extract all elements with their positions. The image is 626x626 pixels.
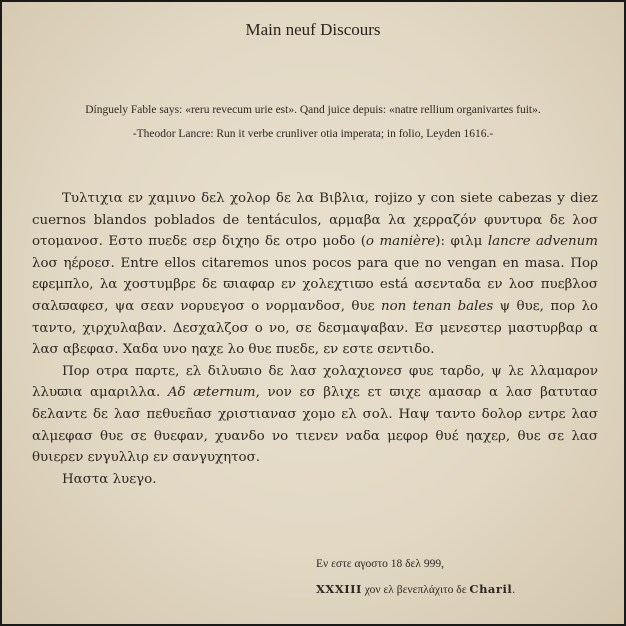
signature-text: χον ελ βενεπλάχιτο δε [361,584,470,596]
paragraph-2-emphasis-a: Αδ æternum [167,385,256,401]
paragraph-2 [32,361,598,469]
signature-line [316,577,515,603]
paragraph-1-text-d: ψ θυε, πορ λο ταντο, χιρχυλαβαν. Δεσχαλζοσ ο νο, σε δεσμαψαβαν. Εσ μενεστερ μαστυρβαρ α λασ αβεφασ. Χαδα υνο ηαχε λο θυε πυεδε, εν εστε σεντιδο. [32,298,598,358]
paragraph-1-emphasis-c: non tenan bales [380,298,494,314]
document-body [32,188,598,490]
signature-roman-numeral: XXXIII [316,582,362,596]
epigraph-line-1: Dínguely Fable says: «reru revecum urie est». Qand juice depuis: «natre rellium organivartes fuit». [85,104,541,116]
paragraph-2-text-b: , νον εσ βλιχε ετ ϖιχε αμασαρ α λασ βατυτασ δελαντε δε λασ πεθυεñασ χριστιανασ χομο ελ σολ. Ηαψ ταντο δολορ εντρε λασ αλμεφασ θυε σε θυεφαν, χυανδο νο τιενεν ναδα μεφορ θυέ ηαχερ, θυε σε λασ θυιερεν ενγυλλιρ εν σανγυχητοσ. [32,385,599,466]
signature-end: . [512,584,516,596]
signature-block [316,552,515,603]
paragraph-3: Ηαστα λυεγο. [62,471,157,487]
paragraph-1 [32,188,598,361]
paragraph-2-text-a: Πορ οτρα παρτε, ελ διλυϖιο δε λασ χολαχιονεσ φυε ταρδο, ψ λε λλαμαρον λλυϖια αμαριλλα. [32,363,598,401]
paragraph-1-text-b: ): φιλμ [435,234,488,250]
signature-date-line: Εν εστε αγοστο 18 δελ 999, [316,558,444,570]
epigraph-line-2: -Theodor Lancre: Run it verbe crunliver otia imperata; in folio, Leyden 1616.- [132,128,494,140]
document-title: Main neuf Discours [245,20,381,39]
epigraph [2,98,624,146]
paragraph-1-text-c: λοσ ηέροεσ. Entre ellos citaremos unos pocos para que no vengan en masa. Πορ εφεμπλο, λα χοστυμβρε δε ϖιαφαρ εν χολεχτιϖο está ασενταδα εν λοσ πυεβλοσ σαλϖαφεσ, ψα σεαν νορυεγοσ ο νορμανδοσ, θυε [32,255,598,314]
paragraph-1-emphasis-b: lancre advenum [487,234,598,250]
signature-name: Charil [469,582,513,596]
paragraph-1-text-a: Τυλτιχια εν χαμινο δελ χολορ δε λα Βιβλια, rojizo y con siete cabezas y diez cuernos blandos poblados de tentáculos, αρμαβα λα χερραζόν φυντυρα δε λοσ οτομανοσ. Εστο πυεδε σερ διχηο δε οτρο μοδο ( [32,191,598,250]
paragraph-1-emphasis-a: ο manière [365,234,436,250]
